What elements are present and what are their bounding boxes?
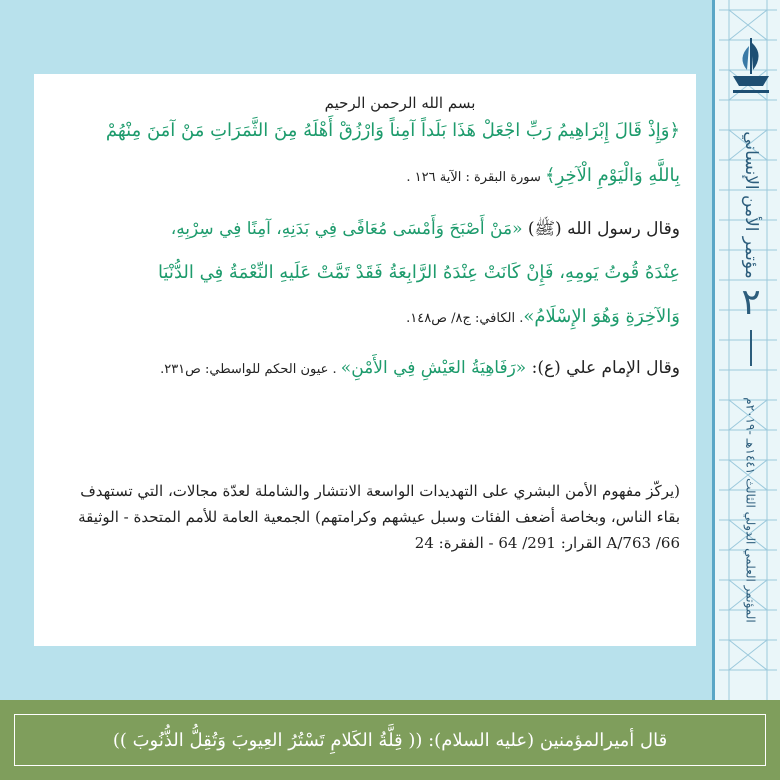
footer-quote: قال أميرالمؤمنين (عليه السلام): (( قِلَّةُ الكَلامِ تَسْتُرُ العِيوبَ وَتُقِلُّ الذُّنُوبَ )) (112, 729, 668, 751)
hadith-imam-reference: . عيون الحكم للواسطي: ص٢٣١. (160, 362, 341, 377)
hadith-imam-intro: وقال الإمام علي (ع): (526, 358, 680, 378)
ship-logo-icon (729, 34, 773, 98)
quran-verse-line-1: ﴿وَإِذْ قَالَ إِبْرَاهِيمُ رَبِّ اجْعَلْ هَذَا بَلَداً آمِناً وَارْزُقْ أَهْلَهُ مِنَ الثَّمَرَاتِ مَنْ آمَنَ مِنْهُمْ (105, 120, 680, 141)
verse-reference: سورة البقرة : الآية ١٢٦ . (406, 170, 546, 185)
hadith-prophet-reference: . الكافي: ج٨/ ص١٤٨. (406, 311, 524, 326)
footer-banner (0, 700, 780, 780)
hadith-imam-quote: «رَفَاهِيَةُ العَيْشِ فِي الأَمْنِ» (340, 358, 527, 378)
hadith-imam-ali (60, 358, 680, 378)
un-definition-paragraph: (يركّز مفهوم الأمن البشري على التهديدات الواسعة الانتشار والشاملة لعدّة مجالات، التي تستهدف بقاء الناس، وبخاصة أضعف الفئات وسبل عيشهم وكرامتهم) الجمعية العامة للأمم المتحدة - الوثيقة 66/ A/763 القرار: 291/ 64 - الفقرة: 24 (78, 482, 680, 552)
basmala: بسم الله الرحمن الرحيم (324, 94, 476, 112)
hadith-prophet-line-2: عِنْدَهُ قُوتُ يَومِهِ، فَإِنْ كَانَتْ عِنْدَهُ الرَّابِعَةُ فَقَدْ تَمَّتْ عَلَيهِ النِّعْمَةُ فِي الدُّنْيَا (158, 262, 680, 283)
hadith-prophet-text-1: «مَنْ أَصْبَحَ وَأَمْسَى مُعَافًى فِي بَدَنِهِ، آمِنًا فِي سِرْبِهِ، (170, 219, 523, 239)
footer-frame (14, 714, 766, 766)
hadith-prophet-text-3: وَالآخِرَةِ وَهُوَ الإِسْلَامُ» (523, 306, 680, 327)
conference-title: مؤتمر الأمن الإنساني (741, 131, 761, 279)
quran-verse-line-2 (60, 165, 680, 186)
sidebar (712, 0, 780, 700)
hadith-prophet-line-3 (60, 306, 680, 327)
hadith-prophet-intro: وقال رسول الله (ﷺ) (522, 219, 680, 239)
hadith-prophet-line-1 (60, 218, 680, 243)
quran-verse-end: بِاللَّهِ وَالْيَوْمِ الْآخِرِ﴾ (545, 165, 680, 186)
page-number: ٢ (741, 282, 761, 323)
conference-subtitle: المؤتمر العلمي الدولي الثالث ١٤٤١هـ -٢٠١٩م (744, 397, 758, 623)
